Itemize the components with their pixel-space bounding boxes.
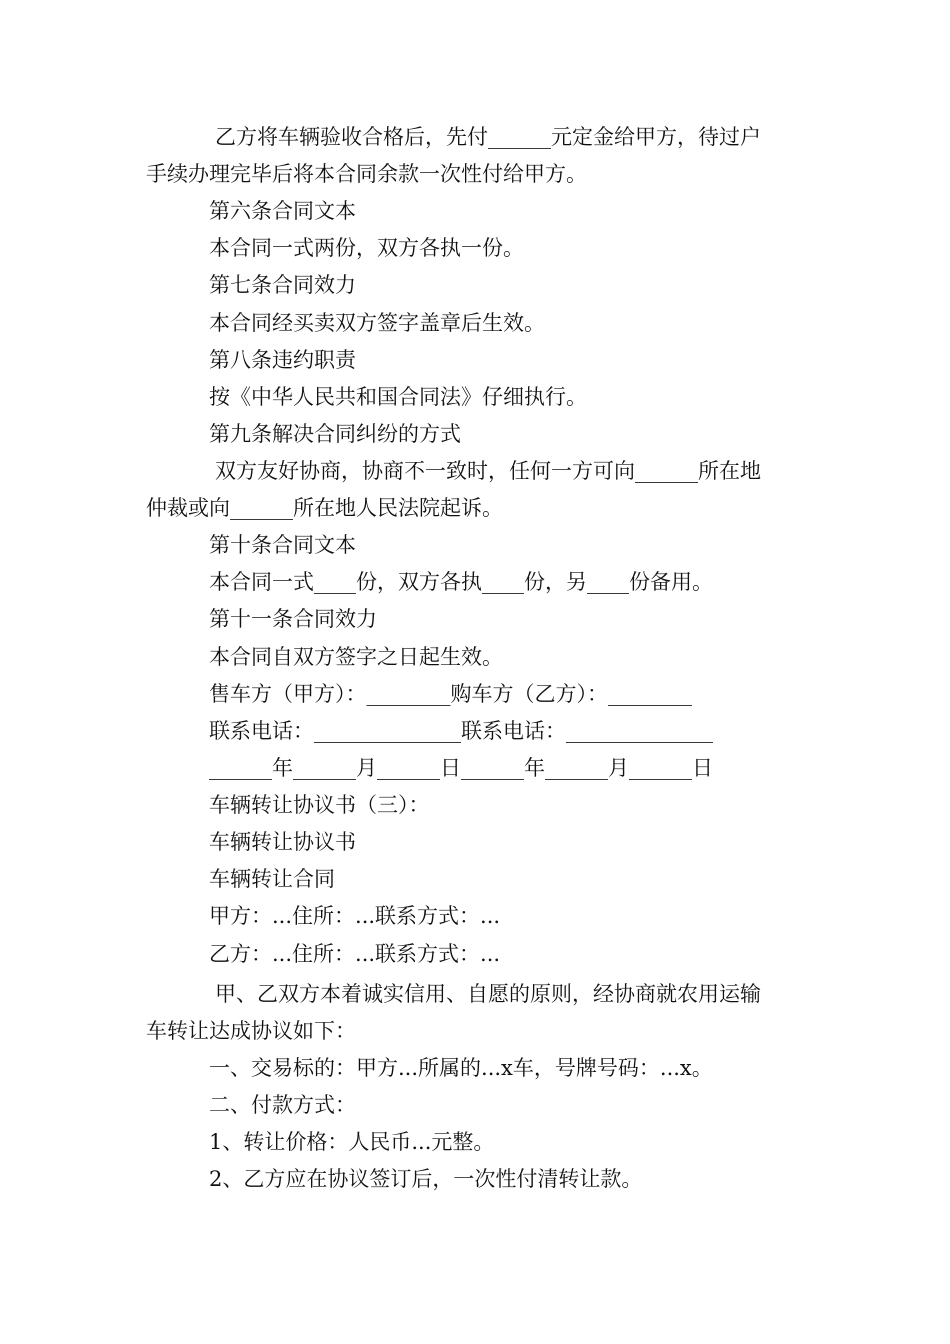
party-b-line: 乙方：...住所：...联系方式：... bbox=[209, 942, 501, 966]
article-heading: 第八条违约职责 bbox=[209, 348, 356, 372]
paragraph-line: 本合同经买卖双方签字盖章后生效。 bbox=[209, 311, 545, 335]
article-heading: 第七条合同效力 bbox=[209, 273, 356, 297]
paragraph-line: 仲裁或向______所在地人民法院起诉。 bbox=[146, 496, 503, 520]
contact-phone-line: 联系电话：______________联系电话：______________ bbox=[209, 719, 713, 743]
signature-parties-line: 售车方（甲方）：________购车方（乙方）：________ bbox=[209, 682, 692, 706]
paragraph-line: 双方友好协商，协商不一致时，任何一方可向______所在地 bbox=[215, 459, 761, 483]
article-heading: 第六条合同文本 bbox=[209, 199, 356, 223]
paragraph-line: 本合同一式两份，双方各执一份。 bbox=[209, 236, 524, 260]
paragraph-line: 手续办理完毕后将本合同余款一次性付给甲方。 bbox=[146, 162, 587, 186]
document-title: 车辆转让协议书 bbox=[209, 830, 356, 854]
article-heading: 第十一条合同效力 bbox=[209, 607, 377, 631]
paragraph-line: 甲、乙双方本着诚实信用、自愿的原则，经协商就农用运输 bbox=[215, 982, 761, 1006]
clause-line: 1、转让价格：人民币...元整。 bbox=[209, 1130, 495, 1154]
clause-line: 一、交易标的：甲方...所属的...x车，号牌号码：...x。 bbox=[209, 1056, 713, 1080]
article-heading: 第十条合同文本 bbox=[209, 533, 356, 557]
paragraph-line: 本合同自双方签字之日起生效。 bbox=[209, 645, 503, 669]
paragraph-line: 车转让达成协议如下： bbox=[146, 1019, 356, 1043]
section-title: 车辆转让协议书（三）： bbox=[209, 793, 430, 817]
clause-heading: 二、付款方式： bbox=[209, 1093, 356, 1117]
document-subtitle: 车辆转让合同 bbox=[209, 867, 335, 891]
clause-line: 2、乙方应在协议签订后，一次性付清转让款。 bbox=[209, 1167, 643, 1191]
party-a-line: 甲方：...住所：...联系方式：... bbox=[209, 904, 501, 928]
paragraph-line: 按《中华人民共和国合同法》仔细执行。 bbox=[209, 385, 587, 409]
date-line: ______年______月______日______年______月______日 bbox=[209, 756, 713, 780]
paragraph-line: 本合同一式____份，双方各执____份，另____份备用。 bbox=[209, 570, 713, 594]
article-heading: 第九条解决合同纠纷的方式 bbox=[209, 422, 461, 446]
paragraph-line: 乙方将车辆验收合格后，先付______元定金给甲方，待过户 bbox=[215, 125, 761, 149]
